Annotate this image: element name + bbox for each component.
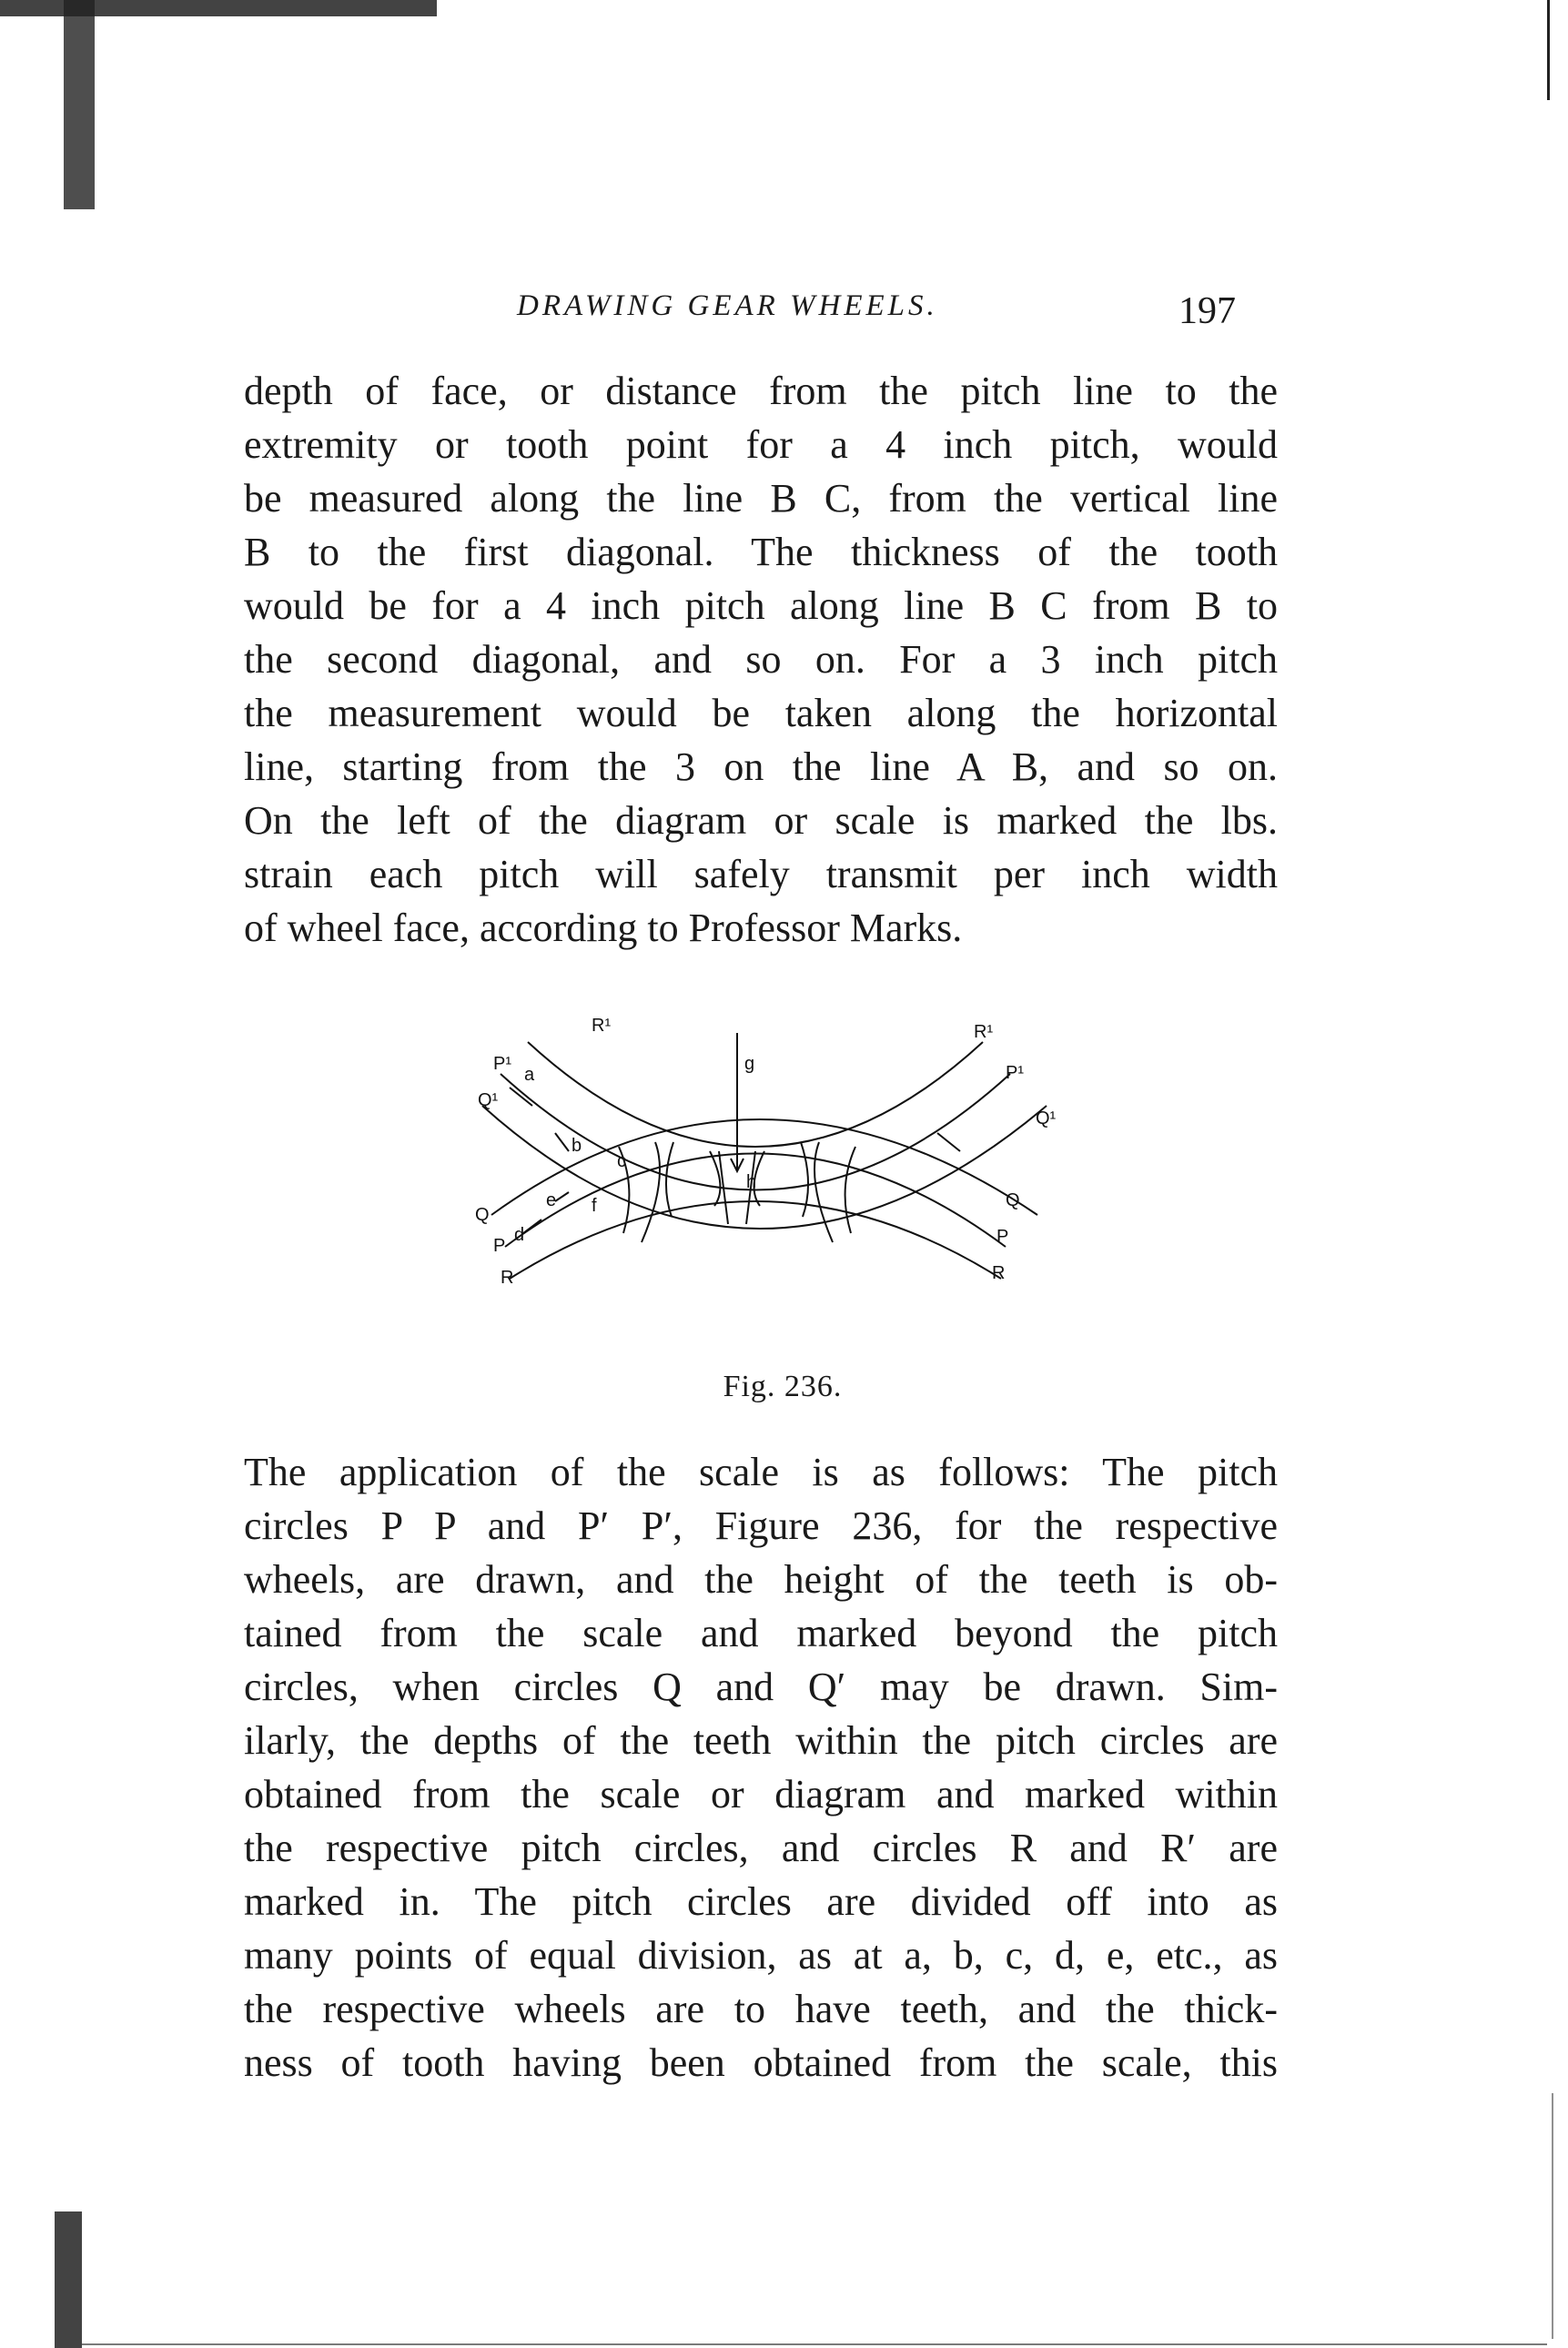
figure-labels [475, 1016, 1057, 1288]
label-h: h [746, 1172, 757, 1192]
text-line: the respective wheels are to have teeth, and the thick- [244, 1987, 1278, 2031]
label-q1-left: Q¹ [478, 1090, 499, 1110]
tick-e [555, 1192, 569, 1201]
label-g: g [744, 1054, 755, 1074]
text-line: would be for a 4 inch pitch along line B C from B to [244, 583, 1278, 628]
tick-d [523, 1220, 541, 1233]
gear-diagram [455, 1006, 1110, 1370]
circle-r [510, 1201, 1001, 1279]
label-a: a [524, 1065, 535, 1085]
circle-r1 [528, 1042, 983, 1147]
label-q-right: Q [1006, 1190, 1020, 1210]
label-c: c [617, 1151, 626, 1171]
text-line: the measurement would be taken along the horizontal [244, 691, 1278, 735]
text-line: circles, when circles Q and Q′ may be drawn. Sim- [244, 1665, 1278, 1709]
tick-right [937, 1133, 960, 1151]
circle-q1 [482, 1106, 1047, 1229]
circle-p [505, 1154, 1009, 1248]
label-p1-right: P¹ [1006, 1063, 1024, 1083]
text-line: B to the first diagonal. The thickness of the tooth [244, 530, 1278, 574]
paragraph-2 [244, 1445, 1278, 2090]
tooth-outline [845, 1147, 855, 1233]
text-line: wheels, are drawn, and the height of the teeth is ob- [244, 1557, 1278, 1602]
label-f: f [592, 1196, 597, 1216]
tick-b [555, 1133, 569, 1151]
text-line: ness of tooth having been obtained from the scale, this [244, 2040, 1278, 2085]
tooth-outline [814, 1142, 833, 1242]
label-r1-left: R¹ [592, 1016, 612, 1036]
page-header [0, 289, 1568, 344]
label-r-left: R [501, 1268, 514, 1288]
running-head: DRAWING GEAR WHEELS. [517, 289, 938, 322]
text-line: ilarly, the depths of the teeth within the pitch circles are [244, 1718, 1278, 1763]
text-line: marked in. The pitch circles are divided off into as [244, 1879, 1278, 1924]
label-e: e [546, 1190, 557, 1210]
figure-caption: Fig. 236. [723, 1370, 843, 1403]
label-p-right: P [996, 1227, 1009, 1247]
text-line: line, starting from the 3 on the line A B, and so on. [244, 744, 1278, 789]
label-r-right: R [992, 1263, 1006, 1283]
label-d: d [514, 1225, 525, 1245]
tooth-outline [710, 1151, 720, 1206]
scan-artifact-right-lower-edge [1552, 2093, 1553, 2339]
page-number: 197 [1179, 290, 1236, 332]
text-line: the respective pitch circles, and circles R and R′ are [244, 1826, 1278, 1870]
tick-a [510, 1088, 532, 1106]
text-line: strain each pitch will safely transmit per inch width [244, 852, 1278, 896]
label-r1-right: R¹ [974, 1022, 994, 1042]
scan-artifact-left-bar [64, 0, 95, 209]
text-line: the second diagonal, and so on. For a 3 inch pitch [244, 637, 1278, 682]
scan-artifact-bottom-edge [82, 2343, 1547, 2345]
tooth-outline [642, 1142, 660, 1242]
paragraph-1 [244, 364, 1278, 955]
label-p-left: P [493, 1236, 506, 1256]
text-line: On the left of the diagram or scale is marked the lbs. [244, 798, 1278, 843]
gear-circles [482, 1033, 1047, 1279]
label-b: b [572, 1136, 582, 1156]
text-line: be measured along the line B C, from the vertical line [244, 476, 1278, 521]
text-line: circles P P and P′ P′, Figure 236, for the respective [244, 1503, 1278, 1548]
label-p1-left: P¹ [493, 1054, 511, 1074]
text-line: tained from the scale and marked beyond the pitch [244, 1611, 1278, 1655]
scan-artifact-right-edge [1547, 0, 1550, 100]
scan-artifact-bottom-left [55, 2211, 82, 2348]
text-line: many points of equal division, as at a, b, c, d, e, etc., as [244, 1933, 1278, 1978]
text-line: of wheel face, according to Professor Marks. [244, 906, 963, 950]
text-line: obtained from the scale or diagram and marked within [244, 1772, 1278, 1817]
text-line: depth of face, or distance from the pitch line to the [244, 369, 1278, 413]
label-q-left: Q [475, 1205, 490, 1225]
label-q1-right: Q¹ [1036, 1108, 1057, 1128]
tooth-outline [666, 1142, 673, 1217]
gear-diagram-svg [455, 1006, 1110, 1370]
text-line: The application of the scale is as follows: The pitch [244, 1450, 1278, 1494]
text-line: extremity or tooth point for a 4 inch pitch, would [244, 422, 1278, 467]
